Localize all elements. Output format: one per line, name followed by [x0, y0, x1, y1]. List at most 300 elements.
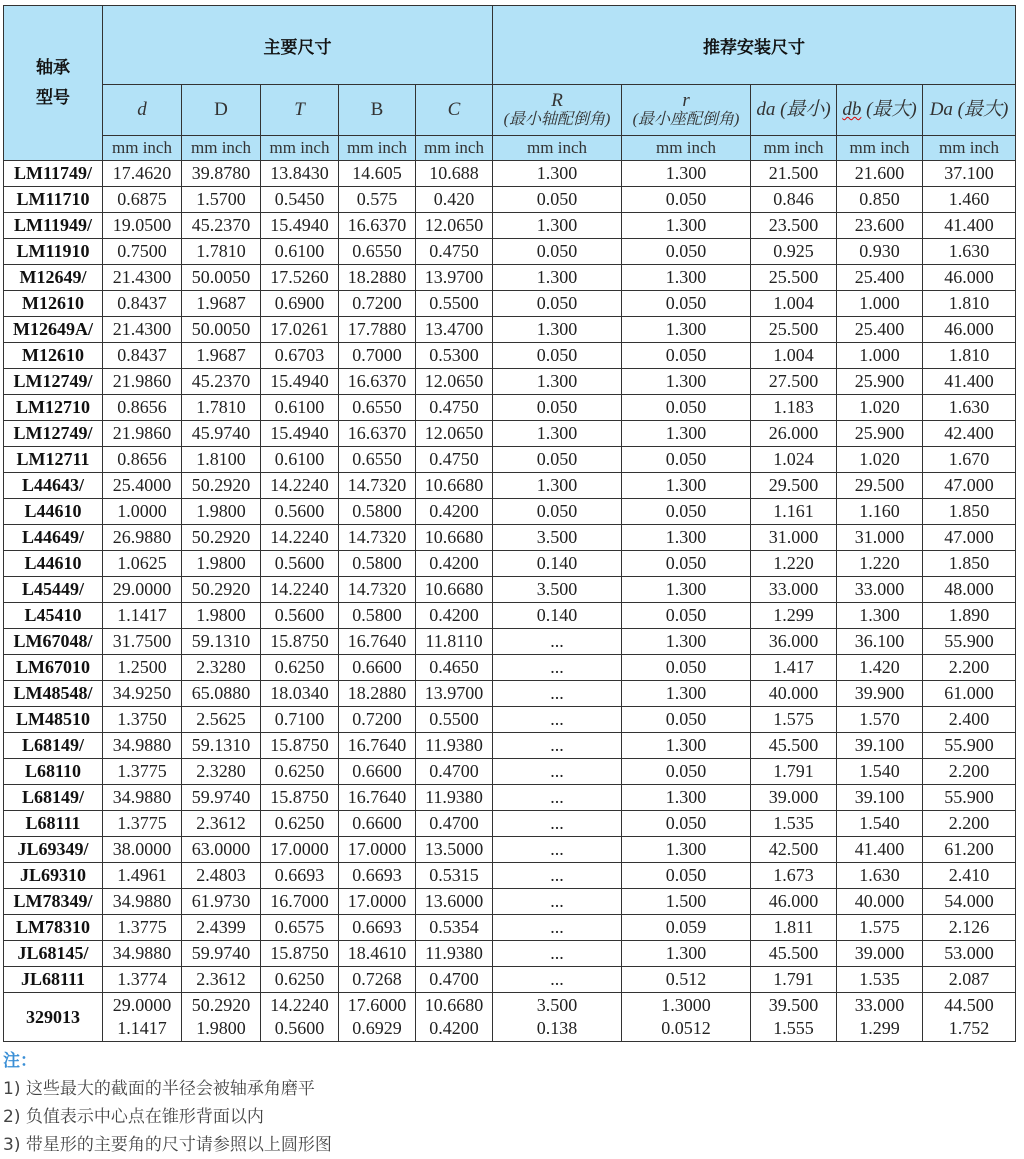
value-cell	[923, 993, 1016, 1042]
model-cell: LM67010	[4, 655, 103, 681]
value-cell: 34.9880	[103, 941, 182, 967]
value-cell: 1.300	[622, 629, 751, 655]
col-da-header	[751, 85, 837, 136]
value-cell: 1.0625	[103, 551, 182, 577]
value-cell: 2.3612	[182, 967, 261, 993]
value-cell: ...	[493, 863, 622, 889]
value-cell: 1.4961	[103, 863, 182, 889]
model-cell: L45449/	[4, 577, 103, 603]
value-line-inch: 1.9800	[196, 1018, 246, 1038]
value-cell: 14.605	[339, 161, 416, 187]
value-cell: 0.7268	[339, 967, 416, 993]
value-cell: 1.417	[751, 655, 837, 681]
value-cell: 0.050	[622, 187, 751, 213]
value-cell: 0.4700	[416, 811, 493, 837]
value-cell: ...	[493, 941, 622, 967]
value-cell: 39.000	[751, 785, 837, 811]
value-cell: 1.811	[751, 915, 837, 941]
column-header-row	[4, 85, 1016, 136]
value-cell: 16.6370	[339, 421, 416, 447]
value-cell: 31.000	[751, 525, 837, 551]
value-cell: 15.8750	[261, 785, 339, 811]
value-cell: 1.500	[622, 889, 751, 915]
value-cell: 2.200	[923, 655, 1016, 681]
value-cell: 47.000	[923, 473, 1016, 499]
value-cell: 63.0000	[182, 837, 261, 863]
value-cell: 2.4399	[182, 915, 261, 941]
value-cell: 13.9700	[416, 265, 493, 291]
col-R-header	[493, 85, 622, 136]
value-cell: 0.050	[622, 447, 751, 473]
value-cell: 16.6370	[339, 369, 416, 395]
table-row	[4, 837, 1016, 863]
value-cell: 2.400	[923, 707, 1016, 733]
model-cell: 329013	[4, 993, 103, 1042]
table-row	[4, 239, 1016, 265]
value-cell: 0.7500	[103, 239, 182, 265]
value-cell: 1.535	[751, 811, 837, 837]
value-cell: 1.020	[837, 447, 923, 473]
value-cell: 13.8430	[261, 161, 339, 187]
value-cell: 0.4200	[416, 499, 493, 525]
value-cell: 15.4940	[261, 421, 339, 447]
value-cell: 61.000	[923, 681, 1016, 707]
value-cell: 45.500	[751, 733, 837, 759]
value-cell: 16.7640	[339, 785, 416, 811]
value-cell: 34.9880	[103, 733, 182, 759]
value-cell: 23.600	[837, 213, 923, 239]
value-cell: 21.4300	[103, 265, 182, 291]
value-cell: 15.8750	[261, 941, 339, 967]
value-cell: 16.6370	[339, 213, 416, 239]
unit-label: mm inch	[339, 136, 416, 161]
value-cell: 23.500	[751, 213, 837, 239]
value-cell: ...	[493, 655, 622, 681]
value-cell: 50.2920	[182, 577, 261, 603]
value-cell: ...	[493, 707, 622, 733]
model-cell: LM78349/	[4, 889, 103, 915]
value-cell: 1.004	[751, 343, 837, 369]
value-cell: 40.000	[837, 889, 923, 915]
col-Da-label: Da (最大)	[929, 99, 1009, 120]
bearing-spec-document	[3, 5, 1017, 1159]
value-cell: 0.140	[493, 603, 622, 629]
col-C-label: C	[447, 99, 461, 120]
model-cell: L68149/	[4, 785, 103, 811]
value-cell: 0.050	[622, 343, 751, 369]
unit-label: mm inch	[103, 136, 182, 161]
value-cell: 12.0650	[416, 369, 493, 395]
value-cell: 0.6900	[261, 291, 339, 317]
value-cell: 1.300	[622, 837, 751, 863]
value-cell: 15.8750	[261, 629, 339, 655]
value-cell: 41.400	[923, 369, 1016, 395]
value-cell: 14.7320	[339, 577, 416, 603]
value-cell: 1.183	[751, 395, 837, 421]
value-cell: 1.7810	[182, 239, 261, 265]
value-cell: 16.7640	[339, 629, 416, 655]
notes-section	[3, 1047, 1017, 1159]
value-cell: 21.500	[751, 161, 837, 187]
value-cell: 1.3775	[103, 811, 182, 837]
value-cell: 0.5500	[416, 291, 493, 317]
table-row	[4, 655, 1016, 681]
value-cell: 0.6693	[339, 863, 416, 889]
value-cell: 45.2370	[182, 369, 261, 395]
value-cell: ...	[493, 681, 622, 707]
value-cell: 36.000	[751, 629, 837, 655]
value-cell: 1.300	[622, 161, 751, 187]
model-cell: LM12749/	[4, 421, 103, 447]
value-cell: ...	[493, 889, 622, 915]
model-cell: LM11710	[4, 187, 103, 213]
value-cell: 36.100	[837, 629, 923, 655]
value-cell: 0.050	[493, 187, 622, 213]
value-cell: 14.2240	[261, 473, 339, 499]
value-cell: 0.7200	[339, 707, 416, 733]
value-cell: 1.890	[923, 603, 1016, 629]
value-cell: 1.9800	[182, 551, 261, 577]
value-cell: 16.7000	[261, 889, 339, 915]
value-cell: 3.500	[493, 577, 622, 603]
col-r-sublabel: (最小座配倒角)	[632, 111, 740, 128]
value-cell: 26.9880	[103, 525, 182, 551]
value-cell: 39.8780	[182, 161, 261, 187]
value-cell: 0.7100	[261, 707, 339, 733]
value-cell: 50.2920	[182, 525, 261, 551]
value-cell: 1.299	[751, 603, 837, 629]
unit-label: mm inch	[493, 136, 622, 161]
table-header	[4, 6, 1016, 161]
value-cell: 0.6100	[261, 239, 339, 265]
model-cell: LM12710	[4, 395, 103, 421]
value-cell: 1.3750	[103, 707, 182, 733]
col-B-header	[339, 85, 416, 136]
note-item: 2) 负值表示中心点在锥形背面以内	[3, 1107, 264, 1127]
value-cell: 10.688	[416, 161, 493, 187]
value-cell: 1.160	[837, 499, 923, 525]
value-cell: 18.2880	[339, 681, 416, 707]
value-cell: 1.300	[493, 161, 622, 187]
value-cell: 61.9730	[182, 889, 261, 915]
value-cell: 0.6693	[339, 915, 416, 941]
value-cell: 1.300	[622, 941, 751, 967]
value-cell: 17.4620	[103, 161, 182, 187]
col-T-header	[261, 85, 339, 136]
col-D-label: D	[214, 99, 228, 120]
value-cell: 0.6703	[261, 343, 339, 369]
value-cell: 0.6600	[339, 655, 416, 681]
value-cell: 0.6693	[261, 863, 339, 889]
value-cell: 17.0261	[261, 317, 339, 343]
model-cell: M12610	[4, 291, 103, 317]
value-cell: 0.6550	[339, 395, 416, 421]
value-cell: 0.5600	[261, 551, 339, 577]
table-row	[4, 681, 1016, 707]
value-cell: 1.300	[622, 525, 751, 551]
value-cell: 18.2880	[339, 265, 416, 291]
value-cell: 25.900	[837, 369, 923, 395]
model-cell: M12649/	[4, 265, 103, 291]
value-cell: 15.8750	[261, 733, 339, 759]
value-cell: 50.0050	[182, 265, 261, 291]
value-cell: 0.5450	[261, 187, 339, 213]
model-cell: L68110	[4, 759, 103, 785]
value-cell: 1.300	[622, 681, 751, 707]
value-cell: 0.050	[622, 863, 751, 889]
value-cell: 1.575	[751, 707, 837, 733]
value-cell: 0.4650	[416, 655, 493, 681]
value-cell: 39.000	[837, 941, 923, 967]
value-cell: 0.050	[493, 343, 622, 369]
value-cell: 50.0050	[182, 317, 261, 343]
value-cell: 14.2240	[261, 577, 339, 603]
value-line-mm: 33.000	[854, 995, 905, 1015]
unit-label: mm inch	[182, 136, 261, 161]
table-row	[4, 967, 1016, 993]
value-cell: 14.7320	[339, 525, 416, 551]
value-cell: 2.3612	[182, 811, 261, 837]
value-cell: 1.300	[493, 317, 622, 343]
value-cell: 0.930	[837, 239, 923, 265]
value-cell: 21.600	[837, 161, 923, 187]
value-cell: 0.846	[751, 187, 837, 213]
value-cell: 0.850	[837, 187, 923, 213]
value-cell: 33.000	[751, 577, 837, 603]
model-cell: LM11949/	[4, 213, 103, 239]
unit-label: mm inch	[261, 136, 339, 161]
col-D-header	[182, 85, 261, 136]
table-row	[4, 785, 1016, 811]
value-cell: 19.0500	[103, 213, 182, 239]
value-line-inch: 0.5600	[274, 1018, 325, 1038]
value-cell: 18.4610	[339, 941, 416, 967]
value-cell: 2.410	[923, 863, 1016, 889]
unit-label: mm inch	[837, 136, 923, 161]
value-cell: 1.300	[622, 265, 751, 291]
value-cell: 0.4200	[416, 603, 493, 629]
value-cell: 2.087	[923, 967, 1016, 993]
table-row	[4, 265, 1016, 291]
value-cell: 17.0000	[339, 889, 416, 915]
value-line-mm: 3.500	[536, 995, 578, 1015]
value-cell: 10.6680	[416, 473, 493, 499]
model-cell: LM11910	[4, 239, 103, 265]
value-cell: 0.5800	[339, 499, 416, 525]
value-cell: 1.575	[837, 915, 923, 941]
value-line-mm: 50.2920	[191, 995, 251, 1015]
value-cell: 26.000	[751, 421, 837, 447]
model-cell: LM48510	[4, 707, 103, 733]
model-cell: LM67048/	[4, 629, 103, 655]
value-cell: 0.5300	[416, 343, 493, 369]
table-row	[4, 603, 1016, 629]
value-cell: 0.6600	[339, 811, 416, 837]
value-cell: 13.9700	[416, 681, 493, 707]
value-cell: ...	[493, 785, 622, 811]
value-cell: 1.8100	[182, 447, 261, 473]
value-cell: 1.850	[923, 499, 1016, 525]
model-cell: L44610	[4, 499, 103, 525]
value-cell: 0.6550	[339, 447, 416, 473]
value-cell: 1.9687	[182, 343, 261, 369]
value-cell: 1.1417	[103, 603, 182, 629]
value-cell: ...	[493, 759, 622, 785]
model-cell: L68111	[4, 811, 103, 837]
value-line-inch: 0.4200	[429, 1018, 479, 1038]
value-cell: 0.420	[416, 187, 493, 213]
value-cell: 0.050	[493, 239, 622, 265]
value-cell: 1.9800	[182, 499, 261, 525]
value-cell: 1.791	[751, 759, 837, 785]
value-cell	[751, 993, 837, 1042]
model-cell: LM11749/	[4, 161, 103, 187]
value-cell: 0.512	[622, 967, 751, 993]
value-cell: 2.4803	[182, 863, 261, 889]
value-cell: 17.5260	[261, 265, 339, 291]
value-cell: 1.300	[622, 213, 751, 239]
value-cell: 1.3774	[103, 967, 182, 993]
value-line-inch: 1.752	[948, 1018, 990, 1038]
value-cell: 48.000	[923, 577, 1016, 603]
value-cell: 0.050	[622, 655, 751, 681]
value-cell: 0.050	[622, 499, 751, 525]
value-cell: 1.000	[837, 291, 923, 317]
model-cell: JL68111	[4, 967, 103, 993]
value-cell: 21.4300	[103, 317, 182, 343]
value-cell: 39.900	[837, 681, 923, 707]
value-cell: 46.000	[751, 889, 837, 915]
value-cell: 0.8437	[103, 343, 182, 369]
value-cell: 1.300	[493, 213, 622, 239]
value-cell: 1.0000	[103, 499, 182, 525]
value-cell: 14.2240	[261, 525, 339, 551]
value-line-inch: 0.0512	[661, 1018, 711, 1038]
value-cell: 1.540	[837, 759, 923, 785]
value-cell: 1.300	[622, 421, 751, 447]
value-cell: 0.050	[622, 759, 751, 785]
model-cell: L45410	[4, 603, 103, 629]
value-cell: 1.300	[622, 369, 751, 395]
model-cell: JL69349/	[4, 837, 103, 863]
value-cell: 1.300	[622, 577, 751, 603]
value-cell: ...	[493, 811, 622, 837]
value-cell: 1.3775	[103, 915, 182, 941]
model-cell: L44610	[4, 551, 103, 577]
value-cell: 1.161	[751, 499, 837, 525]
value-cell: 1.7810	[182, 395, 261, 421]
table-row	[4, 811, 1016, 837]
unit-label: mm inch	[751, 136, 837, 161]
value-cell: 11.9380	[416, 733, 493, 759]
value-cell: 0.8656	[103, 447, 182, 473]
value-cell: 1.3775	[103, 759, 182, 785]
value-cell: 0.5354	[416, 915, 493, 941]
value-cell: 45.2370	[182, 213, 261, 239]
value-cell: 1.810	[923, 343, 1016, 369]
value-cell: 1.004	[751, 291, 837, 317]
table-row	[4, 707, 1016, 733]
value-cell: 1.300	[493, 421, 622, 447]
value-cell: 38.0000	[103, 837, 182, 863]
table-row	[4, 343, 1016, 369]
value-cell: 1.673	[751, 863, 837, 889]
table-row	[4, 577, 1016, 603]
value-cell	[261, 993, 339, 1042]
value-cell: 1.300	[493, 369, 622, 395]
notes-title: 注：	[3, 1051, 37, 1071]
value-cell: 45.9740	[182, 421, 261, 447]
table-row	[4, 291, 1016, 317]
col-B-label: B	[370, 99, 384, 120]
value-cell: 0.4750	[416, 447, 493, 473]
table-row	[4, 915, 1016, 941]
value-cell: 2.3280	[182, 759, 261, 785]
value-cell: 13.4700	[416, 317, 493, 343]
model-cell: JL68145/	[4, 941, 103, 967]
col-d-header	[103, 85, 182, 136]
model-cell: L68149/	[4, 733, 103, 759]
value-cell: 1.300	[622, 733, 751, 759]
value-cell: 46.000	[923, 317, 1016, 343]
col-d-label: d	[137, 99, 147, 120]
value-line-mm: 17.6000	[347, 995, 407, 1015]
value-cell: 29.500	[837, 473, 923, 499]
table-row	[4, 759, 1016, 785]
value-line-mm: 10.6680	[424, 995, 484, 1015]
value-cell: 1.300	[837, 603, 923, 629]
col-db-header	[837, 85, 923, 136]
value-cell: ...	[493, 629, 622, 655]
value-cell: 2.200	[923, 759, 1016, 785]
value-line-inch: 1.299	[859, 1018, 900, 1038]
table-row	[4, 551, 1016, 577]
col-R-label: R	[551, 90, 563, 111]
value-cell: 1.850	[923, 551, 1016, 577]
table-row	[4, 525, 1016, 551]
value-cell: 59.9740	[182, 941, 261, 967]
value-cell: 0.4200	[416, 551, 493, 577]
value-cell: 1.460	[923, 187, 1016, 213]
value-cell: 14.7320	[339, 473, 416, 499]
value-cell: 25.900	[837, 421, 923, 447]
table-row	[4, 473, 1016, 499]
value-cell: 15.4940	[261, 369, 339, 395]
value-cell: 25.400	[837, 317, 923, 343]
value-cell: 29.500	[751, 473, 837, 499]
table-row	[4, 369, 1016, 395]
value-cell: 0.140	[493, 551, 622, 577]
value-cell: 25.400	[837, 265, 923, 291]
value-cell: 0.050	[622, 239, 751, 265]
value-cell: 0.050	[622, 811, 751, 837]
value-cell: 29.0000	[103, 577, 182, 603]
value-cell	[622, 993, 751, 1042]
model-cell: LM78310	[4, 915, 103, 941]
note-item: 1) 这些最大的截面的半径会被轴承角磨平	[3, 1079, 315, 1099]
model-cell: JL69310	[4, 863, 103, 889]
value-cell: 0.7200	[339, 291, 416, 317]
value-cell: 0.059	[622, 915, 751, 941]
value-cell: 1.300	[622, 473, 751, 499]
value-cell: 15.4940	[261, 213, 339, 239]
value-cell: 40.000	[751, 681, 837, 707]
value-cell: 10.6680	[416, 525, 493, 551]
value-cell: 41.400	[837, 837, 923, 863]
value-cell: 0.5600	[261, 499, 339, 525]
value-cell: 0.5315	[416, 863, 493, 889]
value-cell: 1.300	[493, 265, 622, 291]
